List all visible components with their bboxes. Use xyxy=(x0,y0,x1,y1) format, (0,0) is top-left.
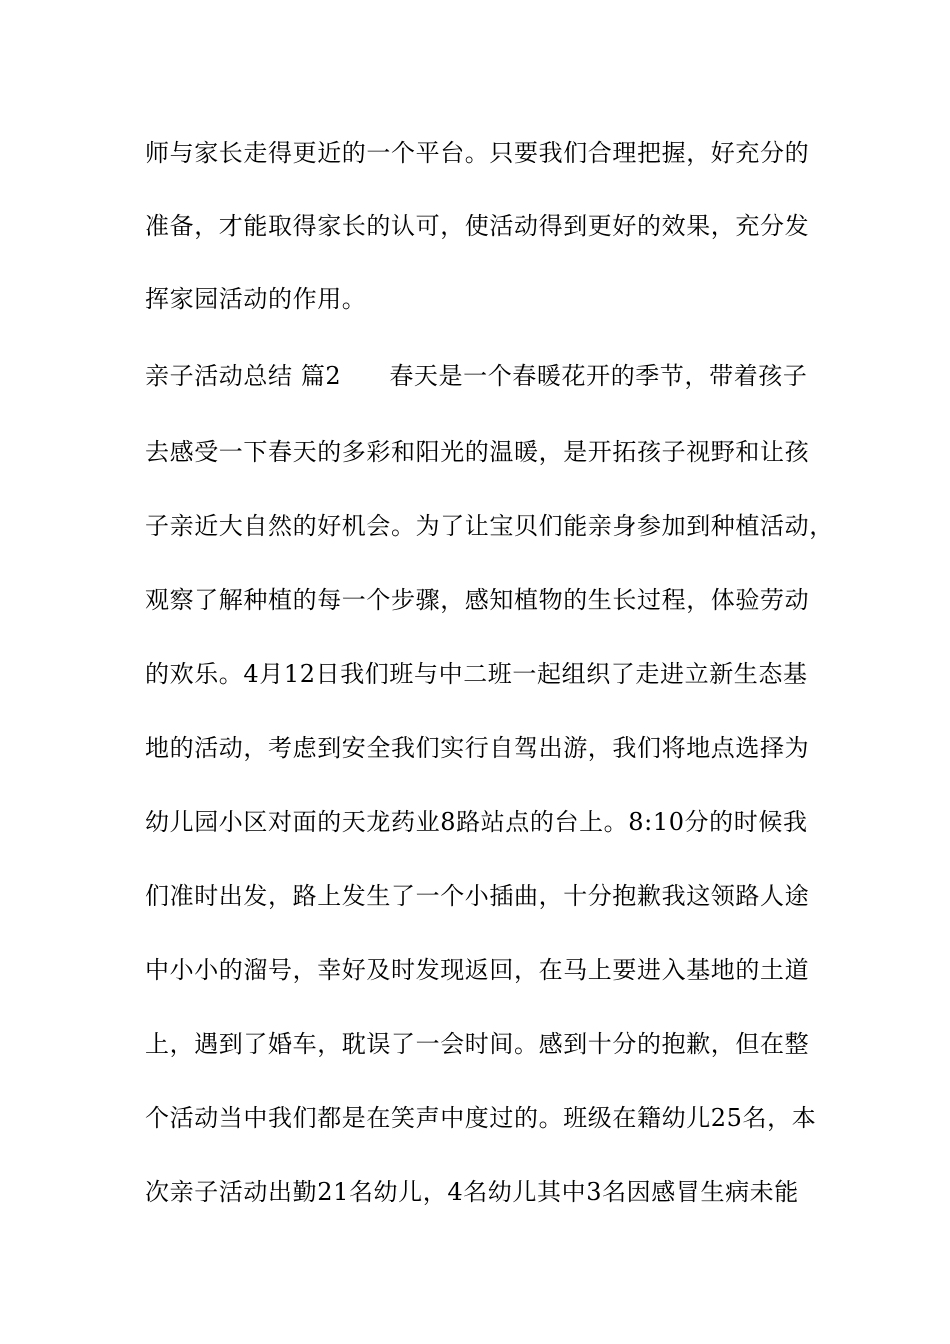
text-line-11: 们准时出发，路上发生了一个小插曲，十分抱歉我这领路人途 xyxy=(145,882,810,910)
text-line-9: 地的活动，考虑到安全我们实行自驾出游，我们将地点选择为 xyxy=(145,734,810,762)
text-line-8: 的欢乐。4月12日我们班与中二班一起组织了走进立新生态基 xyxy=(145,660,808,688)
text-line-6: 子亲近大自然的好机会。为了让宝贝们能亲身参加到种植活动， xyxy=(145,512,834,540)
text-line-2: 准备，才能取得家长的认可，使活动得到更好的效果，充分发 xyxy=(145,212,810,240)
text-line-3: 挥家园活动的作用。 xyxy=(145,285,367,313)
text-line-12: 中小小的溜号，幸好及时发现返回，在马上要进入基地的土道 xyxy=(145,956,810,984)
text-line-5: 去感受一下春天的多彩和阳光的温暖，是开拓孩子视野和让孩 xyxy=(145,438,810,466)
text-line-1: 师与家长走得更近的一个平台。只要我们合理把握，好充分的 xyxy=(145,139,810,167)
section-heading-line xyxy=(145,356,835,396)
text-line-10: 幼儿园小区对面的天龙药业8路站点的台上。8:10分的时候我 xyxy=(145,808,808,836)
text-line-13: 上，遇到了婚车，耽误了一会时间。感到十分的抱歉，但在整 xyxy=(145,1030,810,1058)
section-first-line: 春天是一个春暖花开的季节，带着孩子 xyxy=(389,362,808,390)
text-line-15: 次亲子活动出勤21名幼儿，4名幼儿其中3名因感冒生病未能 xyxy=(145,1178,799,1206)
section-heading: 亲子活动总结 篇2 xyxy=(145,362,342,390)
text-line-7: 观察了解种植的每一个步骤，感知植物的生长过程，体验劳动 xyxy=(145,586,810,614)
text-line-14: 个活动当中我们都是在笑声中度过的。班级在籍幼儿25名，本 xyxy=(145,1104,817,1132)
